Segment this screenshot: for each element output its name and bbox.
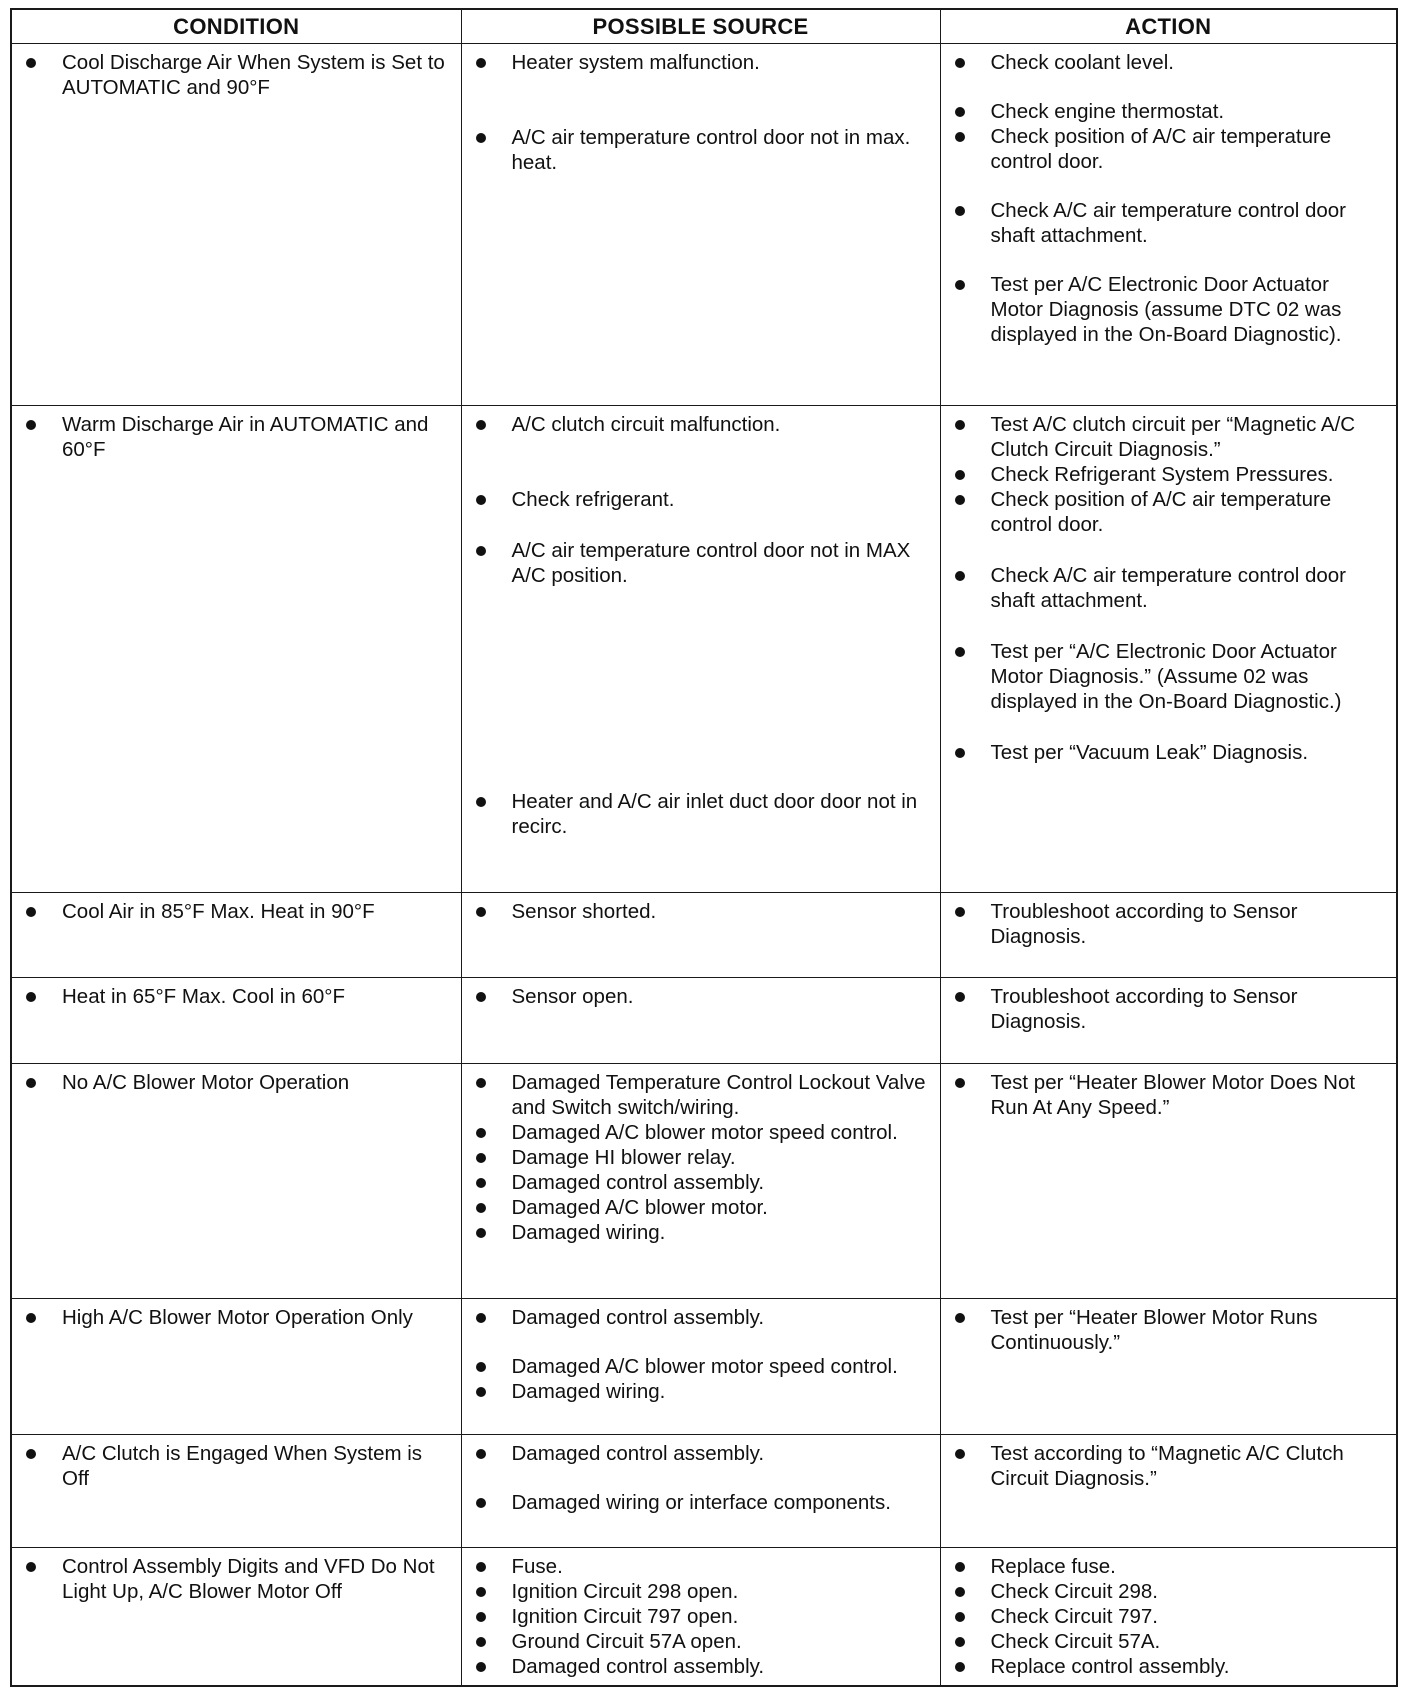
source-item: Damaged control assembly. (474, 1305, 928, 1330)
action-item: Check Refrigerant System Pressures. (953, 462, 1385, 487)
source-item: A/C air temperature control door not in MAX A/C position. (474, 538, 928, 588)
action-item: Replace control assembly. (953, 1654, 1385, 1679)
table-row (11, 406, 1397, 893)
table-header (11, 9, 1397, 44)
source-item: Fuse. (474, 1554, 928, 1579)
action-item: Check Circuit 298. (953, 1579, 1385, 1604)
source-item: Damaged wiring. (474, 1220, 928, 1245)
action-item: Test A/C clutch circuit per “Magnetic A/C Clutch Circuit Diagnosis.” (953, 412, 1385, 462)
action-cell (940, 1435, 1397, 1548)
header-condition: CONDITION (11, 9, 461, 44)
table-row (11, 1548, 1397, 1687)
condition-text: Warm Discharge Air in AUTOMATIC and 60°F (24, 412, 449, 462)
action-item: Check coolant level. (953, 50, 1385, 75)
condition-cell (11, 44, 461, 406)
action-item: Test per “Heater Blower Motor Does Not Run At Any Speed.” (953, 1070, 1385, 1120)
condition-text: Heat in 65°F Max. Cool in 60°F (24, 984, 449, 1009)
action-item: Check Circuit 57A. (953, 1629, 1385, 1654)
action-item: Troubleshoot according to Sensor Diagnosis. (953, 984, 1385, 1034)
source-item: A/C clutch circuit malfunction. (474, 412, 928, 437)
action-cell (940, 1064, 1397, 1299)
condition-cell (11, 406, 461, 893)
condition-text: Cool Air in 85°F Max. Heat in 90°F (24, 899, 449, 924)
condition-cell (11, 978, 461, 1064)
header-possible-source: POSSIBLE SOURCE (461, 9, 940, 44)
source-cell (461, 406, 940, 893)
table-row (11, 44, 1397, 406)
action-item: Troubleshoot according to Sensor Diagnosis. (953, 899, 1385, 949)
action-item: Check position of A/C air temperature control door. (953, 124, 1385, 174)
source-item: Check refrigerant. (474, 487, 928, 512)
source-cell (461, 893, 940, 978)
source-item: A/C air temperature control door not in max. heat. (474, 125, 928, 175)
source-item: Damaged Temperature Control Lockout Valve and Switch switch/wiring. (474, 1070, 928, 1120)
source-item: Damaged control assembly. (474, 1170, 928, 1195)
source-cell (461, 1064, 940, 1299)
table-row (11, 1435, 1397, 1548)
source-cell (461, 1548, 940, 1687)
action-item: Test per “Heater Blower Motor Runs Continuously.” (953, 1305, 1385, 1355)
action-cell (940, 406, 1397, 893)
source-item: Damage HI blower relay. (474, 1145, 928, 1170)
action-cell (940, 44, 1397, 406)
table-row (11, 893, 1397, 978)
source-item: Damaged control assembly. (474, 1441, 928, 1466)
action-item: Test per “A/C Electronic Door Actuator Motor Diagnosis.” (Assume 02 was displayed in the On-Board Diagnostic.) (953, 639, 1385, 714)
source-item: Damaged A/C blower motor speed control. (474, 1120, 928, 1145)
action-cell (940, 1299, 1397, 1435)
source-item: Damaged control assembly. (474, 1654, 928, 1679)
condition-text: Cool Discharge Air When System is Set to AUTOMATIC and 90°F (24, 50, 449, 100)
header-action: ACTION (940, 9, 1397, 44)
source-item: Ignition Circuit 298 open. (474, 1579, 928, 1604)
table-row (11, 978, 1397, 1064)
condition-text: Control Assembly Digits and VFD Do Not Light Up, A/C Blower Motor Off (24, 1554, 449, 1604)
action-item: Test per A/C Electronic Door Actuator Motor Diagnosis (assume DTC 02 was displayed in the On-Board Diagnostic). (953, 272, 1385, 347)
source-item: Damaged wiring or interface components. (474, 1490, 928, 1515)
condition-cell (11, 1435, 461, 1548)
action-item: Check A/C air temperature control door shaft attachment. (953, 198, 1385, 248)
condition-text: A/C Clutch is Engaged When System is Off (24, 1441, 449, 1491)
condition-text: No A/C Blower Motor Operation (24, 1070, 449, 1095)
source-item: Damaged wiring. (474, 1379, 928, 1404)
action-item: Check Circuit 797. (953, 1604, 1385, 1629)
action-cell (940, 978, 1397, 1064)
source-item: Damaged A/C blower motor. (474, 1195, 928, 1220)
troubleshooting-sheet (10, 8, 1396, 1687)
table-row (11, 1299, 1397, 1435)
source-item: Ground Circuit 57A open. (474, 1629, 928, 1654)
header-row (11, 9, 1397, 44)
action-item: Check engine thermostat. (953, 99, 1385, 124)
source-item: Sensor open. (474, 984, 928, 1009)
action-item: Test according to “Magnetic A/C Clutch Circuit Diagnosis.” (953, 1441, 1385, 1491)
condition-cell (11, 1548, 461, 1687)
action-item: Replace fuse. (953, 1554, 1385, 1579)
source-cell (461, 1435, 940, 1548)
action-cell (940, 893, 1397, 978)
condition-cell (11, 1064, 461, 1299)
troubleshooting-table (10, 8, 1398, 1687)
source-item: Damaged A/C blower motor speed control. (474, 1354, 928, 1379)
action-item: Check position of A/C air temperature control door. (953, 487, 1385, 537)
source-item: Sensor shorted. (474, 899, 928, 924)
condition-cell (11, 1299, 461, 1435)
action-cell (940, 1548, 1397, 1687)
action-item: Check A/C air temperature control door shaft attachment. (953, 563, 1385, 613)
source-item: Heater system malfunction. (474, 50, 928, 75)
source-cell (461, 1299, 940, 1435)
source-item: Heater and A/C air inlet duct door door not in recirc. (474, 789, 928, 839)
source-cell (461, 978, 940, 1064)
table-row (11, 1064, 1397, 1299)
condition-text: High A/C Blower Motor Operation Only (24, 1305, 449, 1330)
source-cell (461, 44, 940, 406)
action-item: Test per “Vacuum Leak” Diagnosis. (953, 740, 1385, 765)
source-item: Ignition Circuit 797 open. (474, 1604, 928, 1629)
condition-cell (11, 893, 461, 978)
